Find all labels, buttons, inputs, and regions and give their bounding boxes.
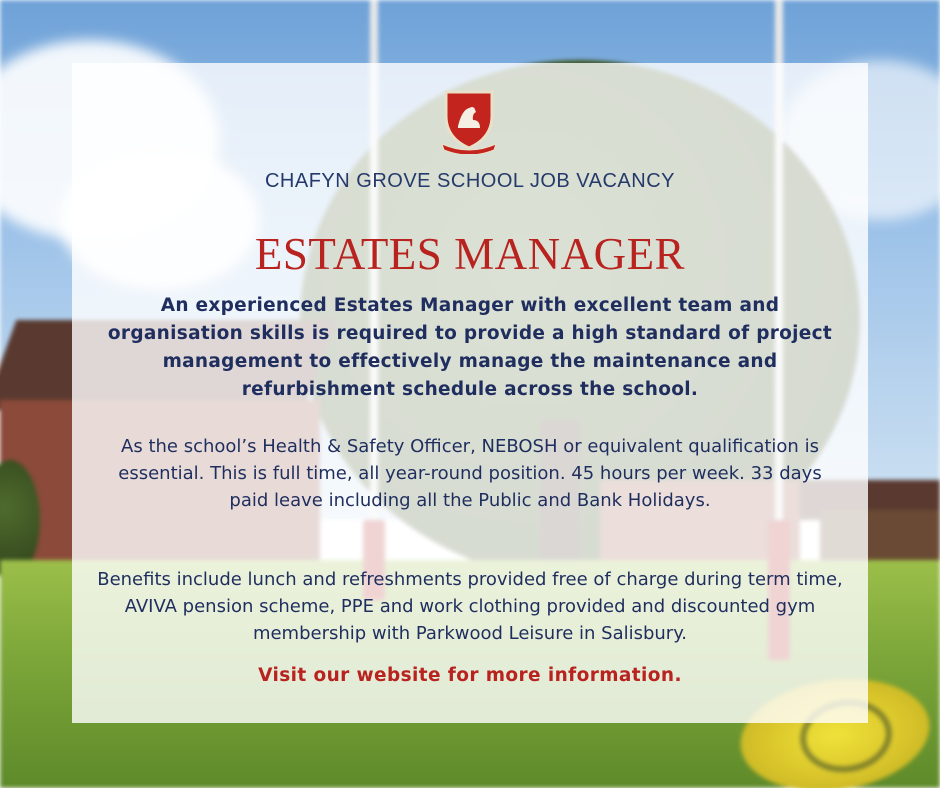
lead-paragraph: An experienced Estates Manager with excellent team and organisation skills is required to provide a high standard of project management to effectively manage the maintenance and refurbishment schedule across the school. <box>107 295 833 400</box>
benefits-paragraph: Benefits include lunch and refreshments provided free of charge during term time, AVIVA pension scheme, PPE and work clothing provided and discounted gym membership with Parkwood Leisure in Salisbury. <box>97 569 843 644</box>
school-crest-icon <box>438 86 500 154</box>
requirements-paragraph: As the school’s Health & Safety Officer, NEBOSH or equivalent qualification is essential. This is full time, all year-round position. 45 hours per week. 33 days paid leave including all the Public and Bank Holidays. <box>118 436 822 511</box>
job-title: ESTATES MANAGER <box>254 229 686 279</box>
website-cta: Visit our website for more information. <box>258 665 682 686</box>
vacancy-eyebrow: CHAFYN GROVE SCHOOL JOB VACANCY <box>264 170 675 192</box>
